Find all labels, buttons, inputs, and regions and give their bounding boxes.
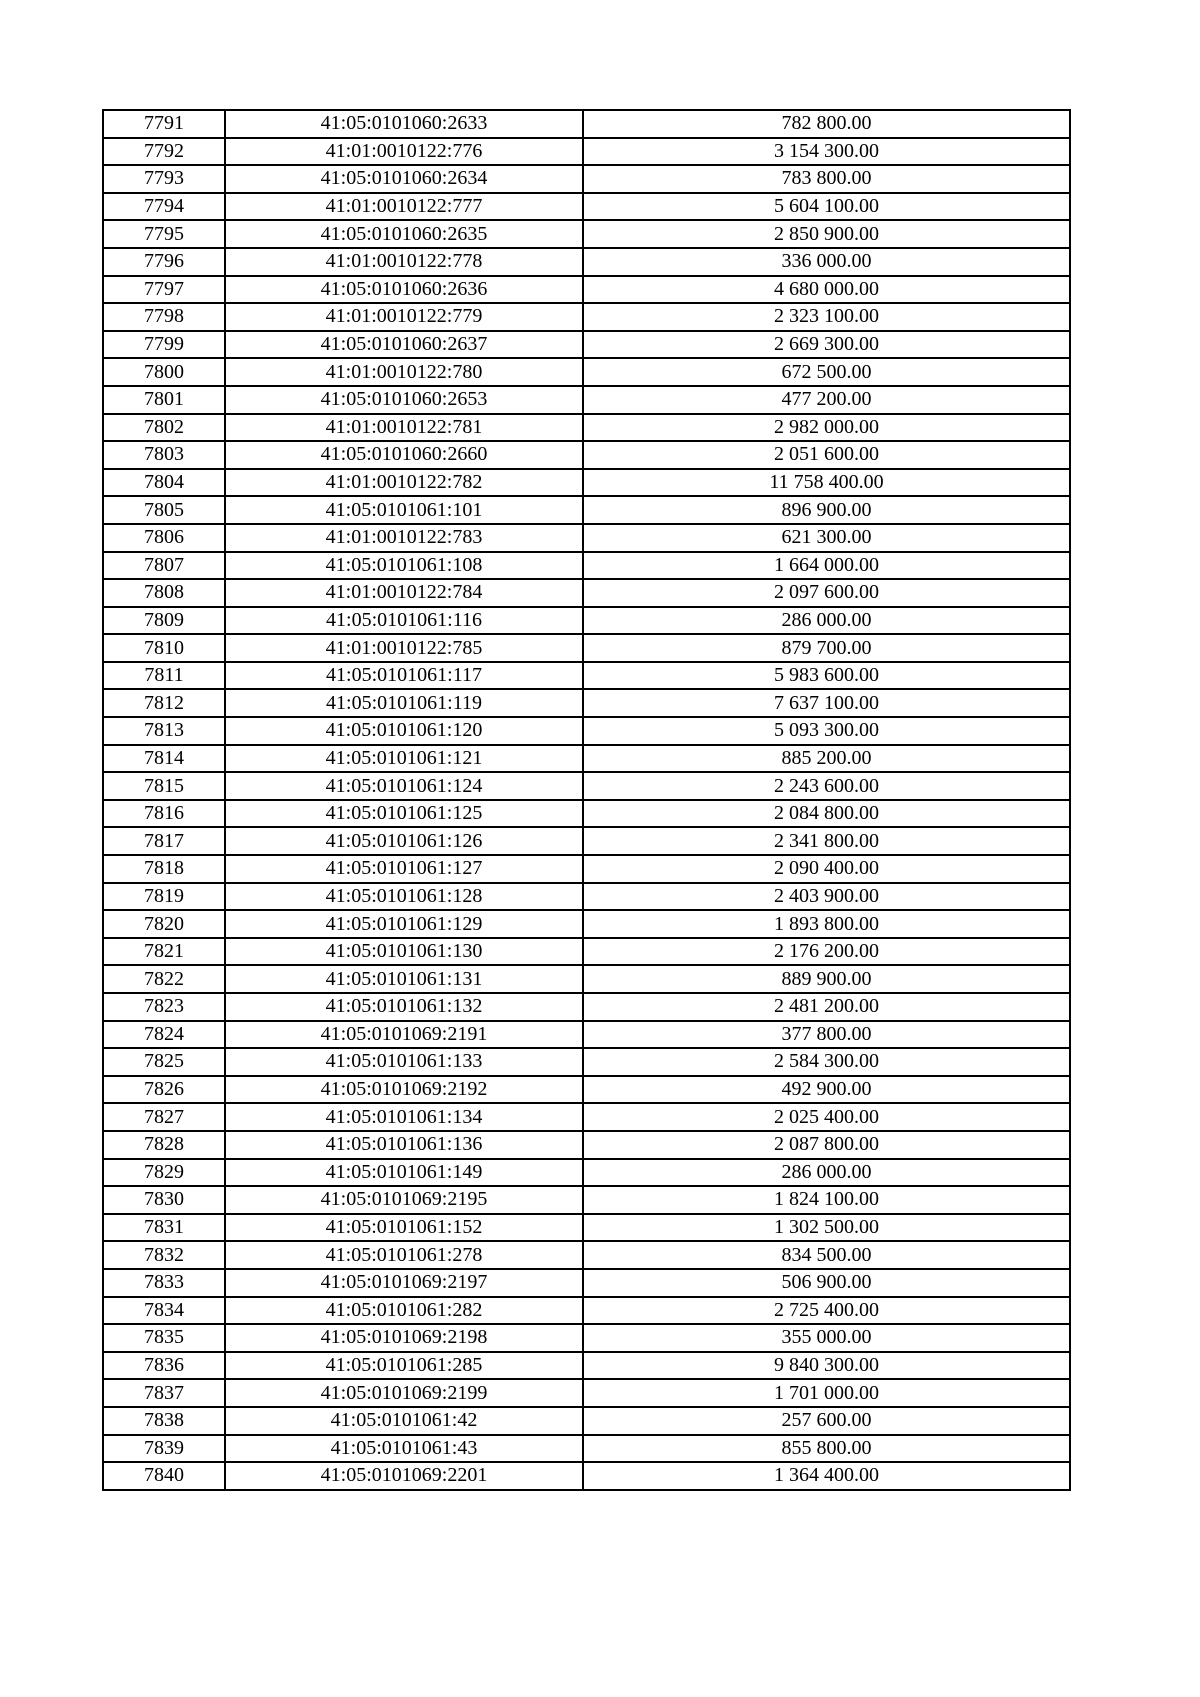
cadastral-number-cell: 41:05:0101061:127 [225,855,583,883]
table-row [103,662,1070,690]
cadastral-number-cell: 41:05:0101061:43 [225,1435,583,1463]
cadastral-number-cell: 41:05:0101069:2191 [225,1021,583,1049]
cadastral-number-cell: 41:05:0101061:132 [225,993,583,1021]
table-row [103,1297,1070,1325]
row-number-cell: 7808 [103,579,225,607]
cadastral-number-cell: 41:05:0101061:108 [225,552,583,580]
table-row [103,331,1070,359]
row-number-cell: 7800 [103,358,225,386]
cadastral-value-cell: 336 000.00 [583,248,1070,276]
cadastral-number-cell: 41:05:0101060:2633 [225,110,583,138]
cadastral-number-cell: 41:05:0101061:125 [225,800,583,828]
cadastral-value-cell: 5 983 600.00 [583,662,1070,690]
row-number-cell: 7816 [103,800,225,828]
cadastral-value-cell: 5 093 300.00 [583,717,1070,745]
table-row [103,745,1070,773]
cadastral-number-cell: 41:05:0101061:128 [225,883,583,911]
cadastral-value-cell: 855 800.00 [583,1435,1070,1463]
cadastral-number-cell: 41:05:0101061:120 [225,717,583,745]
cadastral-number-cell: 41:05:0101061:101 [225,496,583,524]
table-row [103,110,1070,138]
cadastral-number-cell: 41:01:0010122:776 [225,138,583,166]
table-row [103,1159,1070,1187]
cadastral-value-cell: 885 200.00 [583,745,1070,773]
cadastral-number-cell: 41:05:0101061:282 [225,1297,583,1325]
row-number-cell: 7805 [103,496,225,524]
cadastral-value-cell: 11 758 400.00 [583,469,1070,497]
table-row [103,1407,1070,1435]
table-row [103,607,1070,635]
cadastral-value-cell: 2 403 900.00 [583,883,1070,911]
cadastral-value-cell: 1 664 000.00 [583,552,1070,580]
cadastral-value-cell: 2 850 900.00 [583,220,1070,248]
cadastral-value-cell: 492 900.00 [583,1076,1070,1104]
row-number-cell: 7824 [103,1021,225,1049]
row-number-cell: 7815 [103,772,225,800]
row-number-cell: 7807 [103,552,225,580]
row-number-cell: 7833 [103,1269,225,1297]
cadastral-value-cell: 2 051 600.00 [583,441,1070,469]
cadastral-value-cell: 2 084 800.00 [583,800,1070,828]
table-row [103,910,1070,938]
cadastral-value-cell: 672 500.00 [583,358,1070,386]
cadastral-value-cell: 506 900.00 [583,1269,1070,1297]
cadastral-value-cell: 257 600.00 [583,1407,1070,1435]
table-row [103,855,1070,883]
table-row [103,524,1070,552]
cadastral-number-cell: 41:01:0010122:784 [225,579,583,607]
cadastral-value-cell: 2 982 000.00 [583,414,1070,442]
table-row [103,1048,1070,1076]
row-number-cell: 7791 [103,110,225,138]
table-row [103,1103,1070,1131]
row-number-cell: 7811 [103,662,225,690]
table-row [103,248,1070,276]
table-row [103,469,1070,497]
row-number-cell: 7817 [103,827,225,855]
row-number-cell: 7813 [103,717,225,745]
cadastral-value-cell: 9 840 300.00 [583,1352,1070,1380]
cadastral-number-cell: 41:05:0101061:119 [225,689,583,717]
cadastral-number-cell: 41:05:0101061:116 [225,607,583,635]
cadastral-value-cell: 2 725 400.00 [583,1297,1070,1325]
cadastral-number-cell: 41:05:0101060:2636 [225,276,583,304]
table-row [103,634,1070,662]
table-row [103,276,1070,304]
cadastral-value-cell: 2 481 200.00 [583,993,1070,1021]
cadastral-value-cell: 783 800.00 [583,165,1070,193]
cadastral-value-cell: 1 302 500.00 [583,1214,1070,1242]
cadastral-number-cell: 41:05:0101069:2198 [225,1324,583,1352]
cadastral-number-cell: 41:05:0101069:2192 [225,1076,583,1104]
cadastral-number-cell: 41:05:0101060:2660 [225,441,583,469]
row-number-cell: 7797 [103,276,225,304]
row-number-cell: 7795 [103,220,225,248]
cadastral-value-cell: 5 604 100.00 [583,193,1070,221]
cadastral-number-cell: 41:05:0101061:149 [225,1159,583,1187]
cadastral-value-cell: 782 800.00 [583,110,1070,138]
table-row [103,689,1070,717]
table-row [103,579,1070,607]
table-row [103,1352,1070,1380]
row-number-cell: 7802 [103,414,225,442]
row-number-cell: 7834 [103,1297,225,1325]
row-number-cell: 7836 [103,1352,225,1380]
row-number-cell: 7831 [103,1214,225,1242]
cadastral-value-cell: 377 800.00 [583,1021,1070,1049]
table-row [103,414,1070,442]
cadastral-value-cell: 889 900.00 [583,965,1070,993]
row-number-cell: 7792 [103,138,225,166]
row-number-cell: 7832 [103,1241,225,1269]
table-row [103,552,1070,580]
table-row [103,1241,1070,1269]
table-row [103,800,1070,828]
cadastral-number-cell: 41:05:0101061:278 [225,1241,583,1269]
cadastral-number-cell: 41:05:0101061:124 [225,772,583,800]
cadastral-number-cell: 41:01:0010122:781 [225,414,583,442]
table-row [103,386,1070,414]
cadastral-number-cell: 41:01:0010122:782 [225,469,583,497]
cadastral-number-cell: 41:01:0010122:778 [225,248,583,276]
cadastral-value-cell: 355 000.00 [583,1324,1070,1352]
row-number-cell: 7829 [103,1159,225,1187]
cadastral-value-cell: 1 824 100.00 [583,1186,1070,1214]
cadastral-number-cell: 41:05:0101069:2199 [225,1379,583,1407]
cadastral-number-cell: 41:05:0101061:134 [225,1103,583,1131]
table-row [103,883,1070,911]
table-row [103,358,1070,386]
cadastral-value-cell: 2 243 600.00 [583,772,1070,800]
cadastral-value-cell: 4 680 000.00 [583,276,1070,304]
cadastral-number-cell: 41:05:0101061:133 [225,1048,583,1076]
table-row [103,303,1070,331]
cadastral-number-cell: 41:01:0010122:785 [225,634,583,662]
row-number-cell: 7840 [103,1462,225,1490]
cadastral-number-cell: 41:05:0101061:126 [225,827,583,855]
row-number-cell: 7804 [103,469,225,497]
cadastral-value-cell: 2 087 800.00 [583,1131,1070,1159]
row-number-cell: 7837 [103,1379,225,1407]
cadastral-number-cell: 41:05:0101061:129 [225,910,583,938]
cadastral-value-cell: 2 584 300.00 [583,1048,1070,1076]
cadastral-value-cell: 2 669 300.00 [583,331,1070,359]
cadastral-number-cell: 41:05:0101061:42 [225,1407,583,1435]
table-row [103,717,1070,745]
row-number-cell: 7827 [103,1103,225,1131]
cadastral-number-cell: 41:05:0101069:2201 [225,1462,583,1490]
table-row [103,938,1070,966]
table-row [103,441,1070,469]
table-row [103,220,1070,248]
table-row [103,1379,1070,1407]
row-number-cell: 7812 [103,689,225,717]
cadastral-value-cell: 2 097 600.00 [583,579,1070,607]
row-number-cell: 7794 [103,193,225,221]
cadastral-number-cell: 41:01:0010122:779 [225,303,583,331]
table-row [103,1435,1070,1463]
cadastral-value-cell: 1 364 400.00 [583,1462,1070,1490]
cadastral-number-cell: 41:05:0101061:136 [225,1131,583,1159]
table-body [103,110,1070,1490]
row-number-cell: 7796 [103,248,225,276]
table-row [103,1214,1070,1242]
row-number-cell: 7818 [103,855,225,883]
cadastral-value-table [102,109,1071,1491]
row-number-cell: 7819 [103,883,225,911]
table-row [103,993,1070,1021]
cadastral-value-cell: 1 701 000.00 [583,1379,1070,1407]
cadastral-value-cell: 2 341 800.00 [583,827,1070,855]
cadastral-number-cell: 41:05:0101069:2197 [225,1269,583,1297]
cadastral-number-cell: 41:05:0101061:117 [225,662,583,690]
cadastral-value-cell: 286 000.00 [583,1159,1070,1187]
cadastral-number-cell: 41:01:0010122:780 [225,358,583,386]
row-number-cell: 7801 [103,386,225,414]
cadastral-number-cell: 41:05:0101061:131 [225,965,583,993]
cadastral-number-cell: 41:05:0101069:2195 [225,1186,583,1214]
row-number-cell: 7838 [103,1407,225,1435]
table-row [103,496,1070,524]
table-row [103,827,1070,855]
row-number-cell: 7823 [103,993,225,1021]
cadastral-number-cell: 41:05:0101061:285 [225,1352,583,1380]
cadastral-value-cell: 286 000.00 [583,607,1070,635]
cadastral-value-cell: 7 637 100.00 [583,689,1070,717]
row-number-cell: 7825 [103,1048,225,1076]
row-number-cell: 7835 [103,1324,225,1352]
cadastral-number-cell: 41:05:0101060:2634 [225,165,583,193]
table-row [103,165,1070,193]
row-number-cell: 7798 [103,303,225,331]
row-number-cell: 7806 [103,524,225,552]
cadastral-value-cell: 621 300.00 [583,524,1070,552]
table-row [103,965,1070,993]
table-row [103,1269,1070,1297]
cadastral-number-cell: 41:05:0101061:130 [225,938,583,966]
row-number-cell: 7828 [103,1131,225,1159]
row-number-cell: 7830 [103,1186,225,1214]
cadastral-number-cell: 41:05:0101060:2637 [225,331,583,359]
table-row [103,1131,1070,1159]
cadastral-value-cell: 477 200.00 [583,386,1070,414]
row-number-cell: 7814 [103,745,225,773]
row-number-cell: 7810 [103,634,225,662]
cadastral-number-cell: 41:05:0101060:2635 [225,220,583,248]
row-number-cell: 7839 [103,1435,225,1463]
cadastral-value-cell: 2 090 400.00 [583,855,1070,883]
row-number-cell: 7821 [103,938,225,966]
cadastral-value-cell: 896 900.00 [583,496,1070,524]
cadastral-value-cell: 834 500.00 [583,1241,1070,1269]
table-row [103,1324,1070,1352]
table-row [103,1462,1070,1490]
row-number-cell: 7793 [103,165,225,193]
table-row [103,772,1070,800]
row-number-cell: 7803 [103,441,225,469]
row-number-cell: 7822 [103,965,225,993]
cadastral-number-cell: 41:05:0101061:152 [225,1214,583,1242]
cadastral-number-cell: 41:01:0010122:783 [225,524,583,552]
cadastral-value-cell: 879 700.00 [583,634,1070,662]
cadastral-value-cell: 2 176 200.00 [583,938,1070,966]
cadastral-value-cell: 1 893 800.00 [583,910,1070,938]
table-row [103,193,1070,221]
row-number-cell: 7826 [103,1076,225,1104]
row-number-cell: 7820 [103,910,225,938]
cadastral-value-cell: 3 154 300.00 [583,138,1070,166]
table-row [103,1021,1070,1049]
cadastral-number-cell: 41:05:0101061:121 [225,745,583,773]
row-number-cell: 7809 [103,607,225,635]
table-row [103,1186,1070,1214]
cadastral-number-cell: 41:01:0010122:777 [225,193,583,221]
cadastral-value-cell: 2 323 100.00 [583,303,1070,331]
cadastral-number-cell: 41:05:0101060:2653 [225,386,583,414]
row-number-cell: 7799 [103,331,225,359]
table-row [103,1076,1070,1104]
cadastral-value-cell: 2 025 400.00 [583,1103,1070,1131]
table-row [103,138,1070,166]
